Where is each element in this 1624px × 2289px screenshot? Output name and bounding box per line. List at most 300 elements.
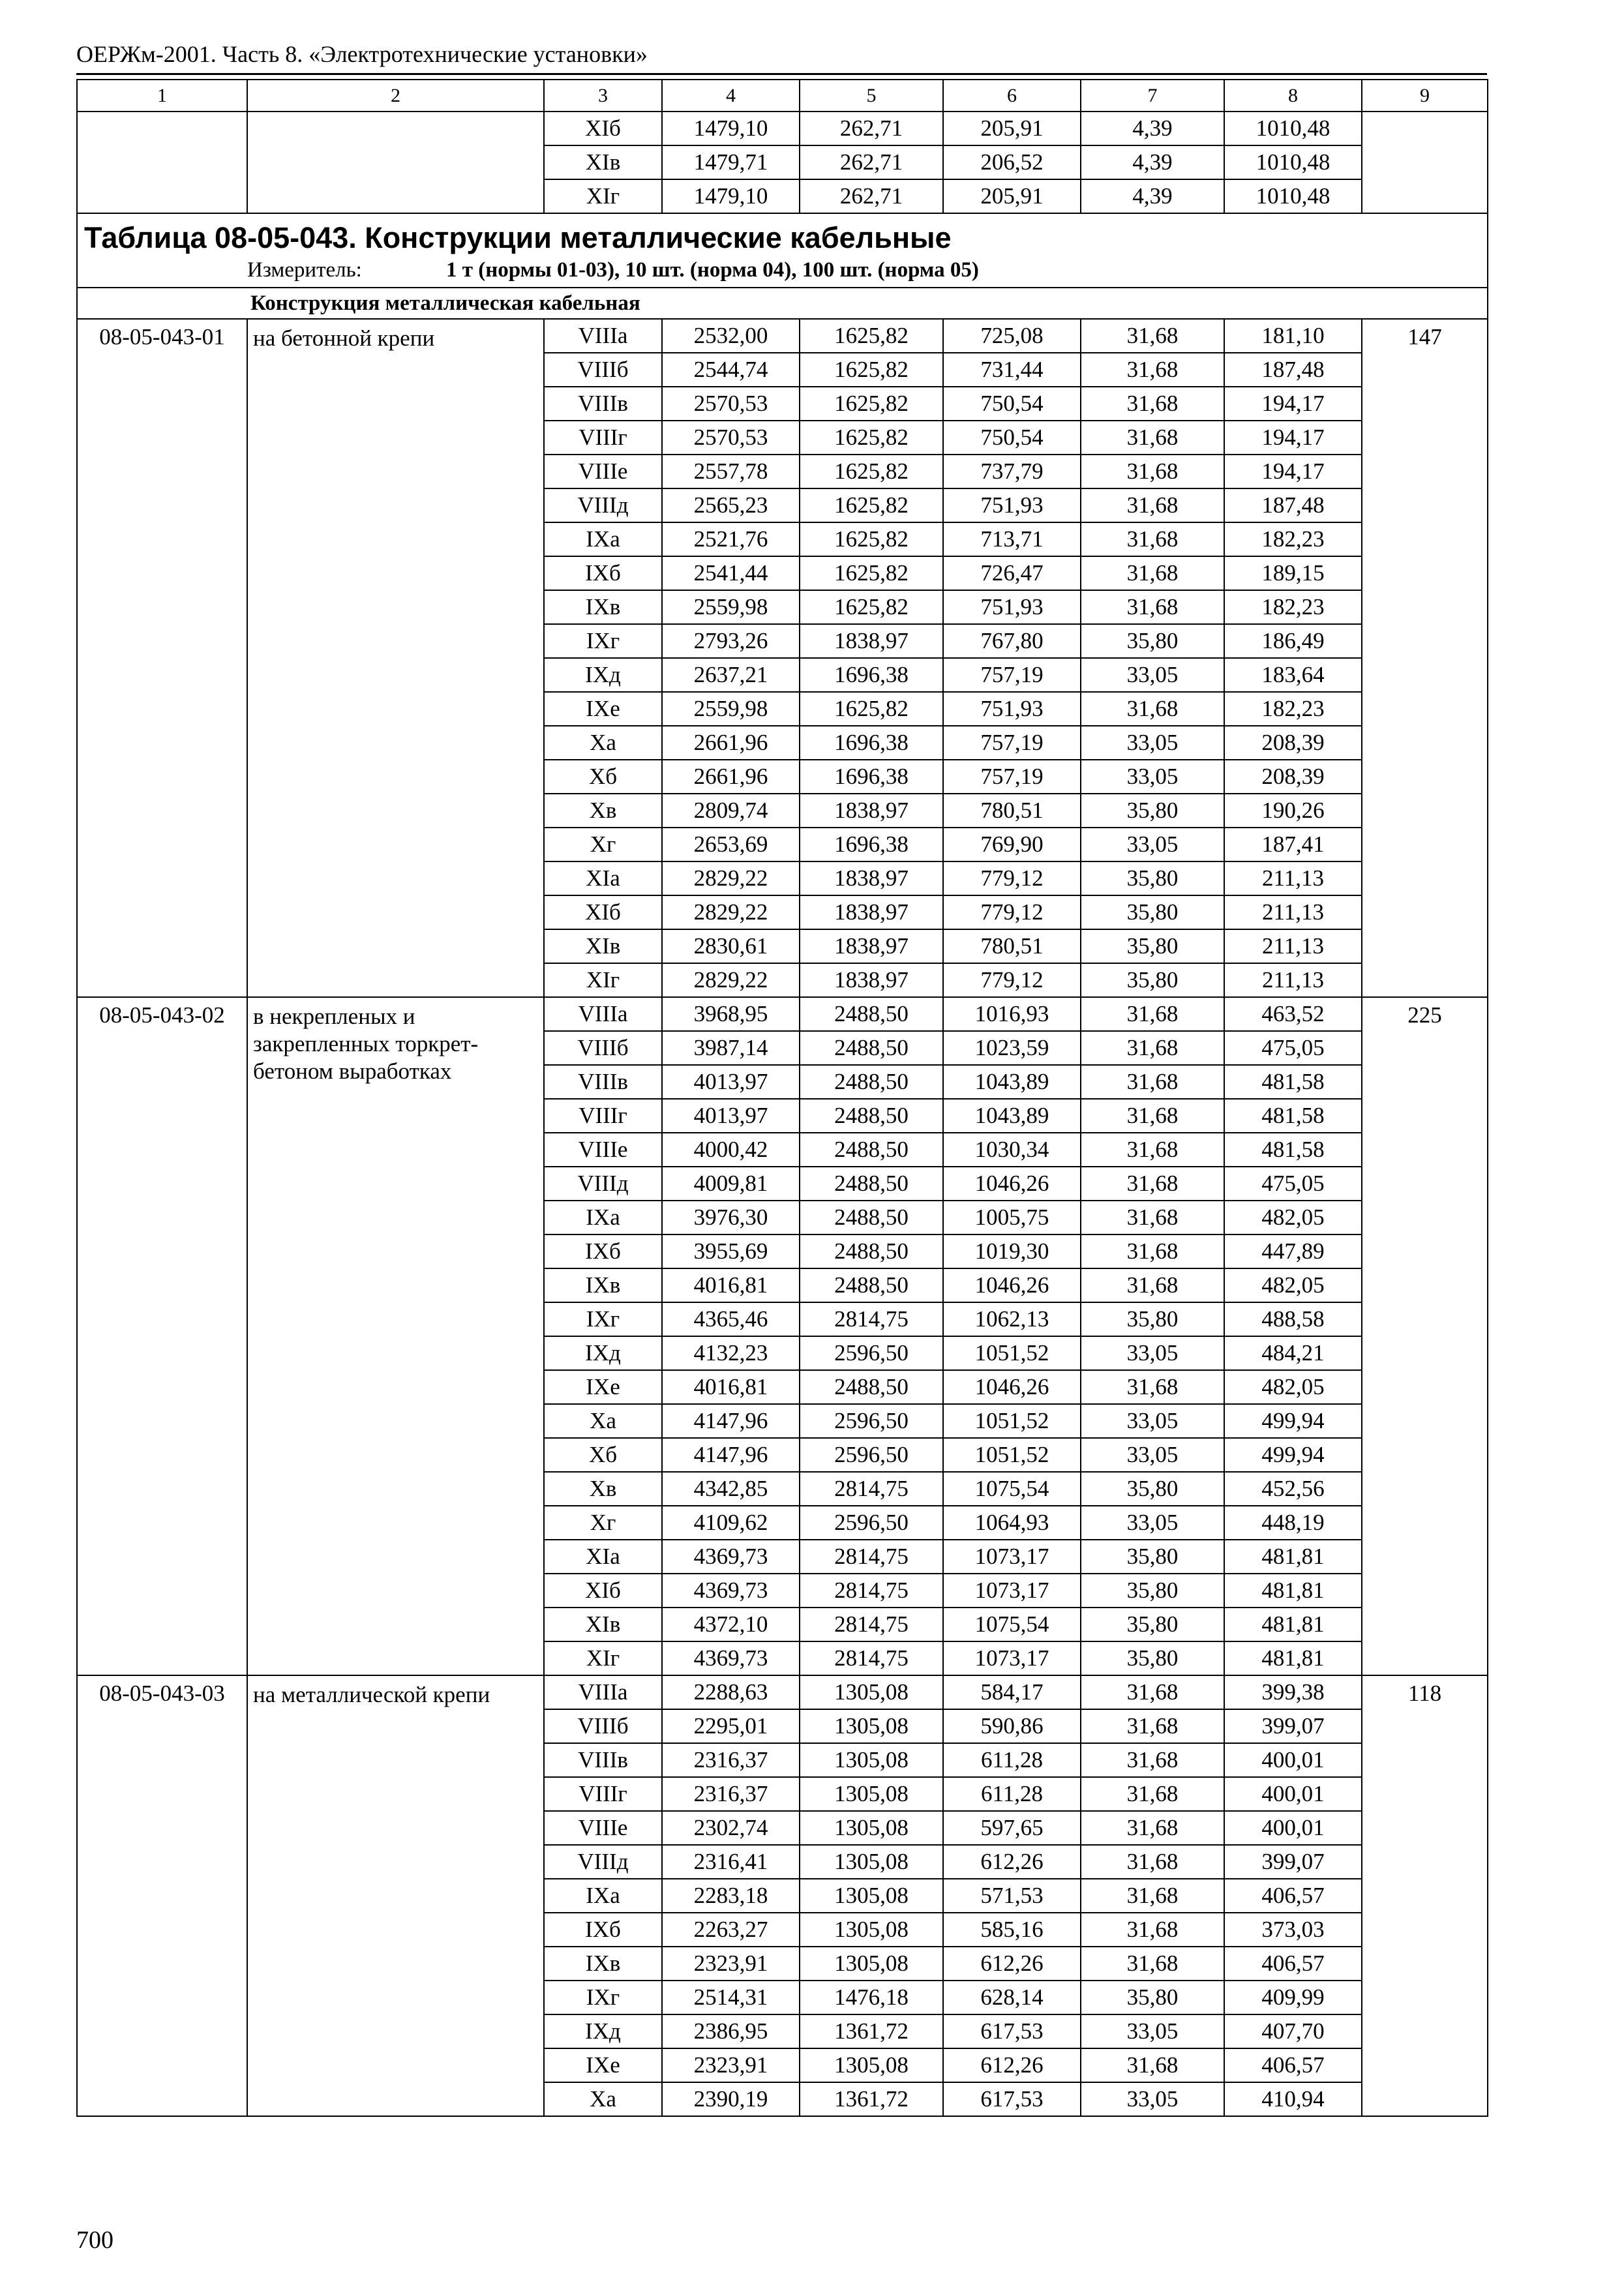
value-cell: 2488,50 <box>800 1031 943 1065</box>
value-cell: 31,68 <box>1081 1845 1224 1879</box>
value-cell: 35,80 <box>1081 1472 1224 1506</box>
rate-category: IXд <box>544 658 662 692</box>
column-number: 9 <box>1362 80 1488 112</box>
value-cell: 482,05 <box>1224 1268 1362 1302</box>
value-cell: 2323,91 <box>662 1947 800 1981</box>
rate-category: IXа <box>544 522 662 556</box>
value-cell: 726,47 <box>943 556 1081 590</box>
value-cell: 33,05 <box>1081 2014 1224 2048</box>
norms-table <box>76 79 1488 2117</box>
value-cell: 617,53 <box>943 2014 1081 2048</box>
value-cell: 31,68 <box>1081 387 1224 421</box>
value-cell: 4,39 <box>1081 179 1224 213</box>
value-cell: 1479,71 <box>662 145 800 179</box>
value-cell: 211,13 <box>1224 963 1362 997</box>
value-cell: 373,03 <box>1224 1913 1362 1947</box>
value-cell: 35,80 <box>1081 929 1224 963</box>
header-rule <box>76 73 1487 75</box>
rate-category: XIв <box>544 145 662 179</box>
rate-category: VIIIе <box>544 1133 662 1167</box>
rate-category: IXд <box>544 2014 662 2048</box>
value-cell: 2386,95 <box>662 2014 800 2048</box>
value-cell: 2661,96 <box>662 760 800 794</box>
value-cell: 1838,97 <box>800 794 943 828</box>
norm-code: 08-05-043-01 <box>77 319 247 997</box>
norm-code: 08-05-043-03 <box>77 1675 247 2116</box>
value-cell: 1023,59 <box>943 1031 1081 1065</box>
rate-category: IXв <box>544 590 662 624</box>
value-cell: 187,41 <box>1224 828 1362 861</box>
value-cell: 1030,34 <box>943 1133 1081 1167</box>
table-unit <box>78 258 1487 287</box>
value-cell: 1625,82 <box>800 692 943 726</box>
value-cell: 1075,54 <box>943 1608 1081 1641</box>
value-cell: 206,52 <box>943 145 1081 179</box>
value-cell: 262,71 <box>800 179 943 213</box>
value-cell: 612,26 <box>943 1845 1081 1879</box>
value-cell: 611,28 <box>943 1743 1081 1777</box>
value-cell: 2814,75 <box>800 1540 943 1574</box>
norm-title: на металлической крепи <box>247 1675 544 2116</box>
value-cell: 2263,27 <box>662 1913 800 1947</box>
value-cell: 2488,50 <box>800 1370 943 1404</box>
rate-category: Xа <box>544 726 662 760</box>
rate-category: VIIIд <box>544 488 662 522</box>
value-cell: 4109,62 <box>662 1506 800 1540</box>
value-cell: 2488,50 <box>800 1201 943 1234</box>
value-cell: 1043,89 <box>943 1065 1081 1099</box>
value-cell: 2316,37 <box>662 1777 800 1811</box>
value-cell: 499,94 <box>1224 1404 1362 1438</box>
value-cell: 1696,38 <box>800 726 943 760</box>
rate-category: IXг <box>544 624 662 658</box>
value-cell: 399,07 <box>1224 1845 1362 1879</box>
value-cell: 4,39 <box>1081 145 1224 179</box>
value-cell: 1625,82 <box>800 488 943 522</box>
value-cell: 35,80 <box>1081 963 1224 997</box>
rate-category: IXе <box>544 692 662 726</box>
value-cell: 481,81 <box>1224 1608 1362 1641</box>
value-cell: 571,53 <box>943 1879 1081 1913</box>
value-cell: 205,91 <box>943 112 1081 145</box>
rate-category: VIIIг <box>544 1777 662 1811</box>
value-cell: 3987,14 <box>662 1031 800 1065</box>
rate-category: XIв <box>544 1608 662 1641</box>
value-cell: 1051,52 <box>943 1336 1081 1370</box>
value-cell: 1073,17 <box>943 1574 1081 1608</box>
value-cell: 406,57 <box>1224 1947 1362 1981</box>
section-name: Конструкция металлическая кабельная <box>77 288 1488 319</box>
rate-category: Xб <box>544 1438 662 1472</box>
value-cell: 3955,69 <box>662 1234 800 1268</box>
value-cell: 211,13 <box>1224 929 1362 963</box>
value-cell: 2532,00 <box>662 319 800 353</box>
value-cell: 481,58 <box>1224 1133 1362 1167</box>
value-cell: 33,05 <box>1081 1404 1224 1438</box>
value-cell: 406,57 <box>1224 2048 1362 2082</box>
value-cell: 399,07 <box>1224 1709 1362 1743</box>
value-cell: 31,68 <box>1081 522 1224 556</box>
value-cell: 181,10 <box>1224 319 1362 353</box>
value-cell: 481,58 <box>1224 1065 1362 1099</box>
value-cell: 2814,75 <box>800 1608 943 1641</box>
rate-category: VIIIа <box>544 997 662 1031</box>
value-cell: 452,56 <box>1224 1472 1362 1506</box>
unit-value: 1 т (нормы 01-03), 10 шт. (норма 04), 100 шт. (норма 05) <box>446 258 979 282</box>
rate-category: IXа <box>544 1879 662 1913</box>
value-cell: 481,58 <box>1224 1099 1362 1133</box>
value-cell: 35,80 <box>1081 1574 1224 1608</box>
value-cell: 2559,98 <box>662 692 800 726</box>
page-header: ОЕРЖм-2001. Часть 8. «Электротехнические установки» <box>76 41 648 67</box>
value-cell: 1625,82 <box>800 522 943 556</box>
value-cell: 1046,26 <box>943 1268 1081 1302</box>
value-cell: 597,65 <box>943 1811 1081 1845</box>
value-cell: 2302,74 <box>662 1811 800 1845</box>
value-cell: 482,05 <box>1224 1201 1362 1234</box>
value-cell: 211,13 <box>1224 895 1362 929</box>
rate-category: Xа <box>544 2082 662 2116</box>
rate-category: VIIIе <box>544 455 662 488</box>
value-cell: 31,68 <box>1081 1777 1224 1811</box>
value-cell: 1625,82 <box>800 455 943 488</box>
value-cell: 2829,22 <box>662 861 800 895</box>
value-cell: 1696,38 <box>800 828 943 861</box>
value-cell: 4342,85 <box>662 1472 800 1506</box>
value-cell: 779,12 <box>943 963 1081 997</box>
value-cell: 208,39 <box>1224 760 1362 794</box>
value-cell: 31,68 <box>1081 353 1224 387</box>
value-cell: 35,80 <box>1081 895 1224 929</box>
rate-category: Xв <box>544 794 662 828</box>
value-cell: 1625,82 <box>800 387 943 421</box>
value-cell: 2557,78 <box>662 455 800 488</box>
value-cell: 2570,53 <box>662 387 800 421</box>
value-cell: 35,80 <box>1081 1641 1224 1675</box>
value-cell: 190,26 <box>1224 794 1362 828</box>
value-cell: 2829,22 <box>662 895 800 929</box>
value-cell: 4013,97 <box>662 1065 800 1099</box>
value-cell: 31,68 <box>1081 1099 1224 1133</box>
rate-category: Xб <box>544 760 662 794</box>
value-cell: 400,01 <box>1224 1811 1362 1845</box>
value-cell: 1305,08 <box>800 1913 943 1947</box>
value-cell: 33,05 <box>1081 760 1224 794</box>
norm-title: в некрепленых и закрепленных торкрет-бетоном выработках <box>247 997 544 1675</box>
value-cell: 2488,50 <box>800 1065 943 1099</box>
value-cell: 475,05 <box>1224 1031 1362 1065</box>
rate-category: VIIIв <box>544 1065 662 1099</box>
value-cell: 2323,91 <box>662 2048 800 2082</box>
rate-category: XIб <box>544 112 662 145</box>
value-cell: 2521,76 <box>662 522 800 556</box>
value-cell: 262,71 <box>800 112 943 145</box>
value-cell: 2814,75 <box>800 1574 943 1608</box>
rate-category: XIб <box>544 1574 662 1608</box>
norm-code: 08-05-043-02 <box>77 997 247 1675</box>
value-cell: 2829,22 <box>662 963 800 997</box>
value-cell: 628,14 <box>943 1981 1081 2014</box>
column-number: 1 <box>77 80 247 112</box>
value-cell: 1075,54 <box>943 1472 1081 1506</box>
rate-category: XIв <box>544 929 662 963</box>
value-cell: 1625,82 <box>800 556 943 590</box>
value-cell: 2637,21 <box>662 658 800 692</box>
value-cell: 1305,08 <box>800 1743 943 1777</box>
rate-category: Xг <box>544 1506 662 1540</box>
value-cell: 1838,97 <box>800 624 943 658</box>
value-cell: 481,81 <box>1224 1540 1362 1574</box>
rate-category: XIа <box>544 861 662 895</box>
value-cell: 4369,73 <box>662 1574 800 1608</box>
value-cell: 31,68 <box>1081 1811 1224 1845</box>
table-row <box>77 997 1488 1031</box>
value-cell: 757,19 <box>943 760 1081 794</box>
value-cell: 31,68 <box>1081 319 1224 353</box>
value-cell: 400,01 <box>1224 1743 1362 1777</box>
value-cell: 211,13 <box>1224 861 1362 895</box>
rate-category: IXе <box>544 2048 662 2082</box>
rate-category: IXд <box>544 1336 662 1370</box>
rate-category: IXб <box>544 556 662 590</box>
value-cell: 31,68 <box>1081 1234 1224 1268</box>
value-cell: 183,64 <box>1224 658 1362 692</box>
value-cell: 2565,23 <box>662 488 800 522</box>
title-cell-empty <box>247 112 544 213</box>
value-cell: 780,51 <box>943 794 1081 828</box>
column-number: 3 <box>544 80 662 112</box>
unit-label: Измеритель: <box>247 258 362 282</box>
value-cell: 780,51 <box>943 929 1081 963</box>
value-cell: 1010,48 <box>1224 179 1362 213</box>
value-cell: 2596,50 <box>800 1404 943 1438</box>
value-cell: 4016,81 <box>662 1370 800 1404</box>
value-cell: 205,91 <box>943 179 1081 213</box>
labor-value: 118 <box>1362 1675 1488 2116</box>
value-cell: 482,05 <box>1224 1370 1362 1404</box>
value-cell: 2661,96 <box>662 726 800 760</box>
value-cell: 35,80 <box>1081 1608 1224 1641</box>
rate-category: XIг <box>544 1641 662 1675</box>
rate-category: VIIIд <box>544 1845 662 1879</box>
value-cell: 2541,44 <box>662 556 800 590</box>
value-cell: 779,12 <box>943 861 1081 895</box>
value-cell: 1005,75 <box>943 1201 1081 1234</box>
value-cell: 751,93 <box>943 590 1081 624</box>
value-cell: 1062,13 <box>943 1302 1081 1336</box>
value-cell: 751,93 <box>943 692 1081 726</box>
value-cell: 769,90 <box>943 828 1081 861</box>
value-cell: 1305,08 <box>800 1675 943 1709</box>
value-cell: 447,89 <box>1224 1234 1362 1268</box>
value-cell: 1043,89 <box>943 1099 1081 1133</box>
value-cell: 612,26 <box>943 2048 1081 2082</box>
value-cell: 31,68 <box>1081 1167 1224 1201</box>
value-cell: 1051,52 <box>943 1404 1081 1438</box>
value-cell: 499,94 <box>1224 1438 1362 1472</box>
labor-value: 225 <box>1362 997 1488 1675</box>
table-title-row <box>77 213 1488 288</box>
value-cell: 31,68 <box>1081 1879 1224 1913</box>
value-cell: 33,05 <box>1081 828 1224 861</box>
value-cell: 4365,46 <box>662 1302 800 1336</box>
column-number: 6 <box>943 80 1081 112</box>
value-cell: 1051,52 <box>943 1438 1081 1472</box>
value-cell: 1479,10 <box>662 179 800 213</box>
value-cell: 33,05 <box>1081 2082 1224 2116</box>
value-cell: 713,71 <box>943 522 1081 556</box>
value-cell: 399,38 <box>1224 1675 1362 1709</box>
value-cell: 410,94 <box>1224 2082 1362 2116</box>
value-cell: 3976,30 <box>662 1201 800 1234</box>
value-cell: 4132,23 <box>662 1336 800 1370</box>
value-cell: 731,44 <box>943 353 1081 387</box>
value-cell: 31,68 <box>1081 1709 1224 1743</box>
table-row <box>77 1675 1488 1709</box>
rate-category: VIIIг <box>544 1099 662 1133</box>
value-cell: 2596,50 <box>800 1506 943 1540</box>
value-cell: 2488,50 <box>800 1099 943 1133</box>
rate-category: XIг <box>544 179 662 213</box>
value-cell: 2488,50 <box>800 1234 943 1268</box>
value-cell: 611,28 <box>943 1777 1081 1811</box>
value-cell: 31,68 <box>1081 1268 1224 1302</box>
value-cell: 31,68 <box>1081 1913 1224 1947</box>
value-cell: 481,81 <box>1224 1641 1362 1675</box>
value-cell: 2544,74 <box>662 353 800 387</box>
value-cell: 1625,82 <box>800 353 943 387</box>
value-cell: 779,12 <box>943 895 1081 929</box>
value-cell: 31,68 <box>1081 455 1224 488</box>
value-cell: 407,70 <box>1224 2014 1362 2048</box>
value-cell: 488,58 <box>1224 1302 1362 1336</box>
rate-category: Xв <box>544 1472 662 1506</box>
rate-category: IXе <box>544 1370 662 1404</box>
value-cell: 1625,82 <box>800 319 943 353</box>
value-cell: 2596,50 <box>800 1438 943 1472</box>
value-cell: 187,48 <box>1224 488 1362 522</box>
value-cell: 1016,93 <box>943 997 1081 1031</box>
value-cell: 31,68 <box>1081 1133 1224 1167</box>
rate-category: VIIIа <box>544 1675 662 1709</box>
value-cell: 617,53 <box>943 2082 1081 2116</box>
value-cell: 33,05 <box>1081 658 1224 692</box>
value-cell: 612,26 <box>943 1947 1081 1981</box>
value-cell: 31,68 <box>1081 2048 1224 2082</box>
value-cell: 31,68 <box>1081 488 1224 522</box>
value-cell: 208,39 <box>1224 726 1362 760</box>
value-cell: 584,17 <box>943 1675 1081 1709</box>
rate-category: VIIIб <box>544 1031 662 1065</box>
value-cell: 2814,75 <box>800 1472 943 1506</box>
value-cell: 1064,93 <box>943 1506 1081 1540</box>
value-cell: 1479,10 <box>662 112 800 145</box>
value-cell: 725,08 <box>943 319 1081 353</box>
value-cell: 4369,73 <box>662 1641 800 1675</box>
value-cell: 4013,97 <box>662 1099 800 1133</box>
table-row <box>77 112 1488 145</box>
value-cell: 750,54 <box>943 421 1081 455</box>
value-cell: 2488,50 <box>800 997 943 1031</box>
value-cell: 31,68 <box>1081 1201 1224 1234</box>
rate-category: VIIIг <box>544 421 662 455</box>
value-cell: 757,19 <box>943 658 1081 692</box>
value-cell: 1010,48 <box>1224 112 1362 145</box>
value-cell: 1838,97 <box>800 861 943 895</box>
value-cell: 2295,01 <box>662 1709 800 1743</box>
value-cell: 1625,82 <box>800 590 943 624</box>
value-cell: 2288,63 <box>662 1675 800 1709</box>
value-cell: 2316,41 <box>662 1845 800 1879</box>
value-cell: 4147,96 <box>662 1404 800 1438</box>
value-cell: 33,05 <box>1081 726 1224 760</box>
value-cell: 187,48 <box>1224 353 1362 387</box>
value-cell: 1073,17 <box>943 1540 1081 1574</box>
value-cell: 1476,18 <box>800 1981 943 2014</box>
rate-category: VIIIд <box>544 1167 662 1201</box>
rate-category: IXг <box>544 1302 662 1336</box>
value-cell: 2283,18 <box>662 1879 800 1913</box>
value-cell: 2653,69 <box>662 828 800 861</box>
value-cell: 1073,17 <box>943 1641 1081 1675</box>
value-cell: 1361,72 <box>800 2014 943 2048</box>
labor-cell-empty <box>1362 112 1488 213</box>
column-number: 8 <box>1224 80 1362 112</box>
rate-category: VIIIе <box>544 1811 662 1845</box>
value-cell: 409,99 <box>1224 1981 1362 2014</box>
value-cell: 2316,37 <box>662 1743 800 1777</box>
value-cell: 400,01 <box>1224 1777 1362 1811</box>
column-number: 5 <box>800 80 943 112</box>
value-cell: 590,86 <box>943 1709 1081 1743</box>
value-cell: 1305,08 <box>800 1811 943 1845</box>
value-cell: 463,52 <box>1224 997 1362 1031</box>
rate-category: Xа <box>544 1404 662 1438</box>
rate-category: VIIIб <box>544 353 662 387</box>
value-cell: 1838,97 <box>800 895 943 929</box>
value-cell: 2830,61 <box>662 929 800 963</box>
value-cell: 448,19 <box>1224 1506 1362 1540</box>
column-number: 4 <box>662 80 800 112</box>
value-cell: 4372,10 <box>662 1608 800 1641</box>
value-cell: 35,80 <box>1081 1302 1224 1336</box>
value-cell: 31,68 <box>1081 1675 1224 1709</box>
value-cell: 2559,98 <box>662 590 800 624</box>
value-cell: 33,05 <box>1081 1438 1224 1472</box>
value-cell: 3968,95 <box>662 997 800 1031</box>
value-cell: 1019,30 <box>943 1234 1081 1268</box>
value-cell: 4009,81 <box>662 1167 800 1201</box>
rate-category: Xг <box>544 828 662 861</box>
value-cell: 35,80 <box>1081 861 1224 895</box>
value-cell: 2814,75 <box>800 1641 943 1675</box>
value-cell: 33,05 <box>1081 1506 1224 1540</box>
value-cell: 182,23 <box>1224 522 1362 556</box>
value-cell: 1696,38 <box>800 760 943 794</box>
rate-category: XIб <box>544 895 662 929</box>
table-row <box>77 319 1488 353</box>
rate-category: IXб <box>544 1913 662 1947</box>
value-cell: 31,68 <box>1081 556 1224 590</box>
rate-category: VIIIв <box>544 1743 662 1777</box>
page-number: 700 <box>76 2226 113 2254</box>
value-cell: 31,68 <box>1081 1370 1224 1404</box>
value-cell: 757,19 <box>943 726 1081 760</box>
column-number: 2 <box>247 80 544 112</box>
value-cell: 1305,08 <box>800 1947 943 1981</box>
table-title-block <box>77 213 1488 288</box>
value-cell: 1361,72 <box>800 2082 943 2116</box>
